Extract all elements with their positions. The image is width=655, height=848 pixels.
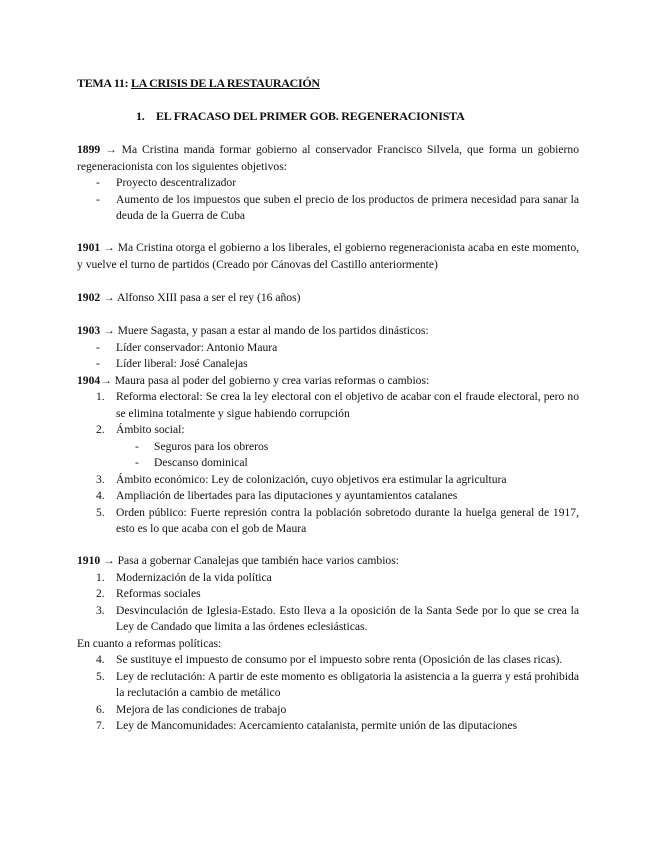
reform-intro: En cuanto a reformas políticas:: [77, 636, 222, 650]
list-item: 2. Ámbito social:: [96, 423, 185, 436]
entry-1902: [77, 290, 579, 307]
dash-bullet: -: [135, 439, 139, 453]
entry-1903-body: Muere Sagasta, y pasan a estar al mando de los partidos dinásticos:: [117, 324, 429, 337]
list-item: - Proyecto descentralizador: [77, 175, 579, 192]
list-item: 4. Ampliación de libertades para las diputaciones y ayuntamientos catalanes: [96, 489, 458, 502]
list-item: 6. Mejora de las condiciones de trabajo: [96, 702, 287, 716]
section-number: 1.: [136, 109, 145, 123]
entry-1910-list: [77, 570, 579, 636]
year-1910: 1910: [77, 554, 101, 567]
entry-1904-list: [77, 389, 579, 538]
sub-list-item: - Seguros para los obreros: [77, 439, 579, 456]
section-heading: [136, 109, 465, 124]
entry-1903-list: [77, 340, 579, 373]
entry-1901: [77, 240, 579, 273]
list-item: 1. Modernización de la vida política: [96, 570, 272, 584]
list-item: 3. Desvinculación de Iglesia-Estado. Esto lleva a la oposición de la Santa Sede por lo que se crea la Ley de Candado que limita a las órdenes eclesiásticas.: [96, 603, 579, 633]
page-title: [77, 76, 320, 91]
title-text: LA CRISIS DE LA RESTAURACIÓN: [130, 76, 320, 90]
dash-bullet: -: [135, 456, 139, 469]
entry-1901-body: Ma Cristina otorga el gobierno a los liberales, el gobierno regeneracionista acaba en este momento, y vuelve el turno de partidos (Creado por Cánovas del Castillo anteriormente): [77, 241, 580, 271]
entry-1904-body: Maura pasa al poder del gobierno y crea varias reformas o cambios:: [114, 373, 430, 387]
list-item: 3. Ámbito económico: Ley de colonización, cuyo objetivos era estimular la agricultura: [96, 472, 507, 486]
list-item: - Líder liberal: José Canalejas: [77, 356, 579, 373]
dash-bullet: -: [96, 357, 100, 370]
section-title: EL FRACASO DEL PRIMER GOB. REGENERACIONISTA: [156, 109, 465, 123]
entry-1904: [77, 373, 579, 390]
entry-1910-body: Pasa a gobernar Canalejas que también hace varios cambios:: [117, 554, 399, 567]
list-item: 5. Orden público: Fuerte represión contra la población sobretodo durante la huelga general de 1917, esto es lo que acaba con el gob de Maura: [96, 505, 579, 535]
entry-1899-body: Ma Cristina manda formar gobierno al conservador Francisco Silvela, que forma un gobierno regeneracionista con los siguientes objetivos:: [77, 143, 580, 173]
list-item: 4. Se sustituye el impuesto de consumo por el impuesto sobre renta (Oposición de las clases ricas).: [96, 653, 563, 666]
arrow: →: [100, 324, 118, 337]
title-prefix: TEMA 11:: [77, 76, 131, 90]
list-item: 5. Ley de reclutación: A partir de este momento es obligatoria la asistencia a la guerra y está prohibida la reclutación a cambio de metálico: [96, 669, 579, 699]
year-1901: 1901: [77, 241, 101, 254]
entry-1902-body: Alfonso XIII pasa a ser el rey (16 años): [116, 291, 301, 304]
entry-1910: [77, 553, 579, 735]
list-item: - Líder conservador: Antonio Maura: [77, 340, 579, 357]
list-item: - Aumento de los impuestos que suben el precio de los productos de primera necesidad para sanar la deuda de la Guerra de Cuba: [96, 192, 579, 222]
year-1904: 1904: [77, 373, 101, 387]
entry-1899-list: [77, 175, 579, 225]
arrow: →: [100, 291, 117, 304]
dash-bullet: -: [96, 176, 100, 189]
year-1899: 1899: [77, 143, 101, 156]
list-item: 1. Reforma electoral: Se crea la ley electoral con el objetivo de acabar con el fraude electoral, pero no se elimina totalmente y sigue habiendo corrupción: [96, 390, 579, 420]
entry-1899: [77, 142, 579, 225]
entry-1903: [77, 323, 579, 538]
dash-bullet: -: [96, 340, 100, 354]
entry-1899-text: [77, 142, 579, 175]
arrow: →: [100, 373, 115, 387]
year-1903: 1903: [77, 324, 101, 337]
dash-bullet: -: [96, 192, 100, 206]
list-item: 7. Ley de Mancomunidades: Acercamiento catalanista, permite unión de las diputaciones: [96, 719, 518, 732]
year-1902: 1902: [77, 291, 101, 304]
list-item: 2. Reformas sociales: [96, 587, 201, 600]
sub-list-item: - Descanso dominical: [77, 455, 579, 472]
arrow: →: [100, 241, 118, 254]
reform-list: [77, 652, 579, 735]
arrow: →: [100, 143, 122, 156]
arrow: →: [100, 554, 118, 567]
